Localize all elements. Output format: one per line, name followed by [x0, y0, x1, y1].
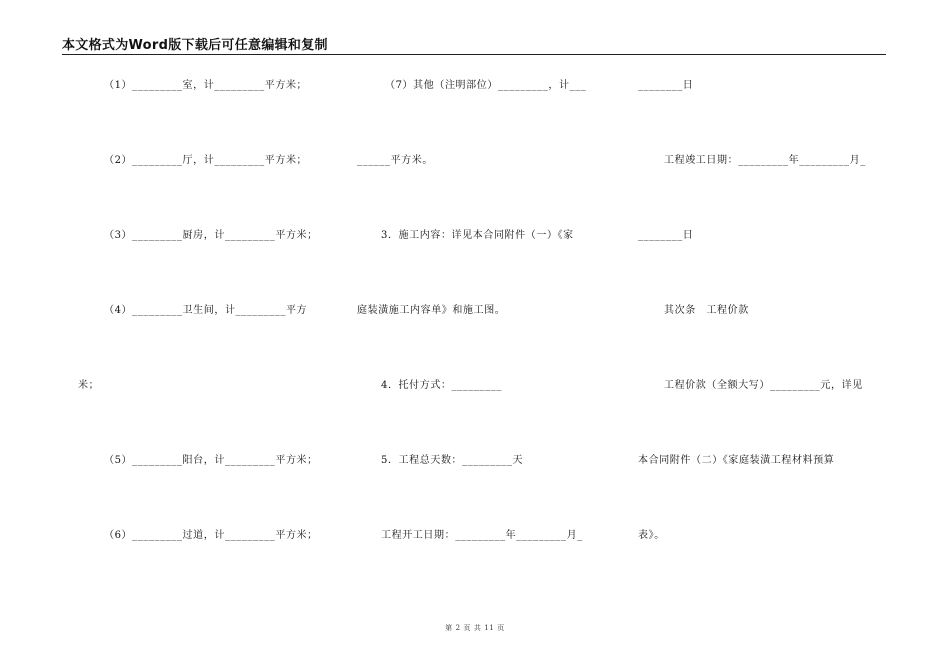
col2-line-3: 3．施工内容：详见本合同附件（一）《家 [381, 230, 574, 241]
col1-line-3: （3）_________厨房，计_________平方米； [104, 230, 318, 241]
page-number: 第 2 页 共 11 页 [445, 624, 505, 632]
col3-line-7: 表》。 [638, 530, 665, 541]
col2-line-6: 5．工程总天数：_________天 [381, 455, 524, 466]
document-header [62, 34, 886, 55]
col3-line-6: 本合同附件（二）《家庭装潢工程材料预算 [638, 455, 835, 466]
col1-line-1: （1）_________室，计_________平方米； [104, 80, 308, 91]
col2-line-1: （7）其他（注明部位）_________，计___ [385, 80, 587, 91]
header-title: 本文格式为Word版下载后可任意编辑和复制 [62, 38, 328, 53]
col3-line-1: ________日 [638, 80, 694, 91]
col1-line-5: （5）_________阳台，计_________平方米； [104, 455, 318, 466]
col2-line-4: 庭装潢施工内容单》和施工图。 [357, 305, 506, 316]
col2-line-7: 工程开工日期：_________年_________月_ [381, 530, 583, 541]
col2-line-2: ______平方米。 [357, 155, 433, 166]
col1-line-4: （4）_________卫生间，计_________平方 [104, 305, 308, 316]
col1-line-4-cont: 米； [78, 380, 100, 391]
col3-line-5: 工程价款（全额大写）_________元，详见 [664, 380, 863, 391]
col3-line-3: ________日 [638, 230, 694, 241]
col3-line-2: 工程竣工日期：_________年_________月_ [664, 155, 866, 166]
col2-line-5: 4．托付方式：_________ [381, 380, 502, 391]
col1-line-6: （6）_________过道，计_________平方米； [104, 530, 318, 541]
col1-line-2: （2）_________厅，计_________平方米； [104, 155, 308, 166]
col3-line-4: 其次条 工程价款 [664, 305, 749, 316]
